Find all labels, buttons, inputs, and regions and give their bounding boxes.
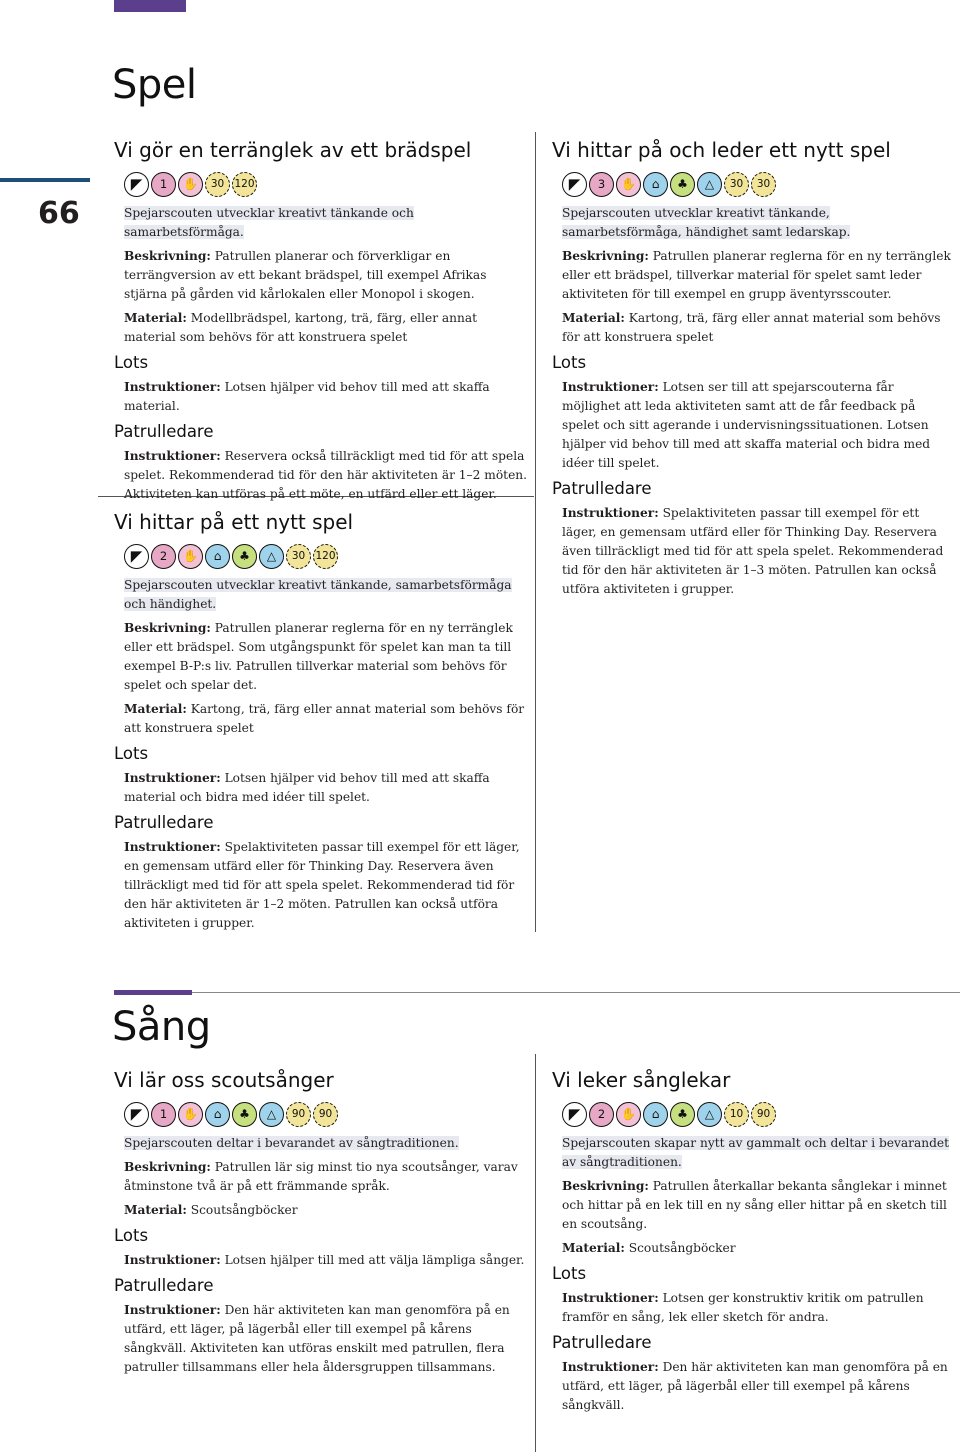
activity-icons — [562, 1100, 954, 1128]
activity-material: Material: Scoutsångböcker — [562, 1241, 736, 1255]
lots-instructions: Instruktioner: Lotsen hjälper vid behov till med att skaffa material och bidra med idéer till spelet. — [124, 771, 490, 804]
house-icon: ⌂ — [205, 1102, 230, 1127]
activity-icons — [124, 1100, 529, 1128]
age-icon: ◤ — [124, 1102, 149, 1127]
patrulledare-heading: Patrulledare — [552, 479, 652, 498]
clock-icon: 30 — [286, 544, 311, 569]
tent-icon: △ — [697, 1102, 722, 1127]
lots-instructions: Instruktioner: Lotsen ger konstruktiv kritik om patrullen framför en sång, lek eller sketch för andra. — [562, 1291, 924, 1324]
activity-icons — [124, 170, 529, 198]
activity-description: Beskrivning: Patrullen planerar reglerna för en ny terränglek eller ett brädspel, tillverkar material för spelet samt leder aktiviteten för till exempel en grupp äventyrsscouter. — [562, 249, 951, 301]
activity-title: Vi hittar på ett nytt spel — [114, 510, 354, 534]
lots-heading: Lots — [552, 353, 587, 372]
clock-icon: 90 — [751, 1102, 776, 1127]
hands-icon: ✋ — [616, 172, 641, 197]
activity-title: Vi lär oss scoutsånger — [114, 1068, 334, 1092]
activity-description: Beskrivning: Patrullen planerar reglerna för en ny terränglek eller ett brädspel. Som utgångspunkt för spelet kan man ta till exempel B-P:s liv. Patrullen tillverkar material som behövs för spelet och spelar det. — [124, 621, 513, 692]
clock-icon: 30 — [724, 172, 749, 197]
forest-icon: ♣ — [232, 544, 257, 569]
tent-icon: △ — [259, 544, 284, 569]
house-icon: ⌂ — [643, 172, 668, 197]
forest-icon: ♣ — [232, 1102, 257, 1127]
age-icon: ◤ — [124, 172, 149, 197]
activity-card — [552, 1068, 954, 1420]
activity-goal: Spejarscouten skapar nytt av gammalt och deltar i bevarandet av sångtraditionen. — [562, 1136, 950, 1169]
forest-icon: ♣ — [670, 172, 695, 197]
patrulledare-instructions: Instruktioner: Spelaktiviteten passar till exempel för ett läger, en gemensam utfärd eller för Thinking Day. Reservera även tillräckligt med tid för att spela spelet. Rekommenderad tid för den här aktiviteten är 1–2 möten. Patrullen kan också utföra aktiviteten i grupper. — [124, 840, 520, 930]
lots-heading: Lots — [114, 744, 149, 763]
chapter-title-sang: Sång — [112, 1004, 211, 1050]
patrulledare-heading: Patrulledare — [114, 813, 214, 832]
activity-title: Vi gör en terränglek av ett brädspel — [114, 138, 472, 162]
activity-card — [114, 138, 529, 509]
page-number: 66 — [38, 196, 80, 231]
level-icon: 2 — [151, 544, 176, 569]
clock-icon: 90 — [313, 1102, 338, 1127]
house-icon: ⌂ — [643, 1102, 668, 1127]
age-icon: ◤ — [562, 1102, 587, 1127]
lots-instructions: Instruktioner: Lotsen ser till att spejarscouterna får möjlighet att leda aktiviteten samt att de får feedback på spelet och sitt agerande i undervisningssituationen. Lotsen hjälper vid behov till med att skaffa material och bidra med idéer till spelet. — [562, 380, 931, 470]
tent-icon: △ — [259, 1102, 284, 1127]
activity-description: Beskrivning: Patrullen återkallar bekanta sånglekar i minnet och hittar på en lek till en ny sång eller hittar på en sketch till en scoutsång. — [562, 1179, 947, 1231]
activity-title: Vi hittar på och leder ett nytt spel — [552, 138, 891, 162]
clock-icon: 120 — [232, 172, 257, 197]
column-divider — [535, 1054, 536, 1452]
activity-material: Material: Kartong, trä, färg eller annat material som behövs för att konstruera spelet — [124, 702, 525, 735]
activity-icons — [562, 170, 952, 198]
section-accent-bar — [114, 990, 192, 995]
clock-icon: 10 — [724, 1102, 749, 1127]
age-icon: ◤ — [124, 544, 149, 569]
activity-material: Material: Scoutsångböcker — [124, 1203, 298, 1217]
lots-heading: Lots — [114, 1226, 149, 1245]
lots-heading: Lots — [552, 1264, 587, 1283]
column-divider — [535, 132, 536, 932]
page-number-bar — [0, 178, 90, 182]
patrulledare-heading: Patrulledare — [114, 1276, 214, 1295]
age-icon: ◤ — [562, 172, 587, 197]
activity-title: Vi leker sånglekar — [552, 1068, 731, 1092]
forest-icon: ♣ — [670, 1102, 695, 1127]
hands-icon: ✋ — [178, 172, 203, 197]
lots-instructions: Instruktioner: Lotsen hjälper till med att välja lämpliga sånger. — [124, 1253, 525, 1267]
activity-icons — [124, 542, 529, 570]
lots-heading: Lots — [114, 353, 149, 372]
level-icon: 2 — [589, 1102, 614, 1127]
patrulledare-instructions: Instruktioner: Reservera också tillräckligt med tid för att spela spelet. Rekommenderad tid för den här aktiviteten är 1–2 möten. Aktiviteten kan utföras på ett möte, en utfärd eller ett läger. — [124, 449, 528, 501]
activity-goal: Spejarscouten utvecklar kreativt tänkande, samarbetsförmåga och händighet. — [124, 578, 512, 611]
activity-material: Material: Modellbrädspel, kartong, trä, färg, eller annat material som behövs för att konstruera spelet — [124, 311, 478, 344]
activity-goal: Spejarscouten utvecklar kreativt tänkande, samarbetsförmåga, händighet samt ledarskap. — [562, 206, 851, 239]
house-icon: ⌂ — [205, 544, 230, 569]
clock-icon: 90 — [286, 1102, 311, 1127]
tent-icon: △ — [697, 172, 722, 197]
patrulledare-heading: Patrulledare — [114, 422, 214, 441]
activity-material: Material: Kartong, trä, färg eller annat material som behövs för att konstruera spelet — [562, 311, 941, 344]
section-divider — [192, 992, 960, 993]
patrulledare-instructions: Instruktioner: Spelaktiviteten passar till exempel för ett läger, en gemensam utfärd eller för Thinking Day. Reservera även tillräckligt med tid för att spela spelet. Rekommenderad tid för den här aktiviteten är 1–3 möten. Patrullen kan också utföra aktiviteten i grupper. — [562, 506, 944, 596]
activity-card — [114, 510, 529, 938]
patrulledare-instructions: Instruktioner: Den här aktiviteten kan man genomföra på en utfärd, ett läger, på lägerbål eller till exempel på kårens sångkväll. — [562, 1360, 948, 1412]
hands-icon: ✋ — [178, 1102, 203, 1127]
chapter-title-spel: Spel — [112, 62, 197, 108]
activity-card — [114, 1068, 529, 1382]
patrulledare-heading: Patrulledare — [552, 1333, 652, 1352]
activity-description: Beskrivning: Patrullen lär sig minst tio nya scoutsånger, varav åtminstone två är på ett främmande språk. — [124, 1160, 518, 1193]
clock-icon: 120 — [313, 544, 338, 569]
activity-description: Beskrivning: Patrullen planerar och förverkligar en terrängversion av ett bekant brädspel, till exempel Afrikas stjärna på gården vid kårlokalen eller Monopol i skogen. — [124, 249, 487, 301]
hands-icon: ✋ — [616, 1102, 641, 1127]
clock-icon: 30 — [205, 172, 230, 197]
activity-goal: Spejarscouten deltar i bevarandet av sångtraditionen. — [124, 1136, 459, 1150]
activity-card — [552, 138, 952, 604]
clock-icon: 30 — [751, 172, 776, 197]
hands-icon: ✋ — [178, 544, 203, 569]
patrulledare-instructions: Instruktioner: Den här aktiviteten kan man genomföra på en utfärd, ett läger, på lägerbål eller till exempel på kårens sångkväll. Aktiviteten kan utföras enskilt med patrullen, flera patruller tillsammans eller hela åldersgruppen tillsammans. — [124, 1303, 510, 1374]
lots-instructions: Instruktioner: Lotsen hjälper vid behov till med att skaffa material. — [124, 380, 490, 413]
activity-goal: Spejarscouten utvecklar kreativt tänkande och samarbetsförmåga. — [124, 206, 414, 239]
level-icon: 1 — [151, 172, 176, 197]
level-icon: 1 — [151, 1102, 176, 1127]
level-icon: 3 — [589, 172, 614, 197]
top-accent-bar — [114, 0, 186, 12]
